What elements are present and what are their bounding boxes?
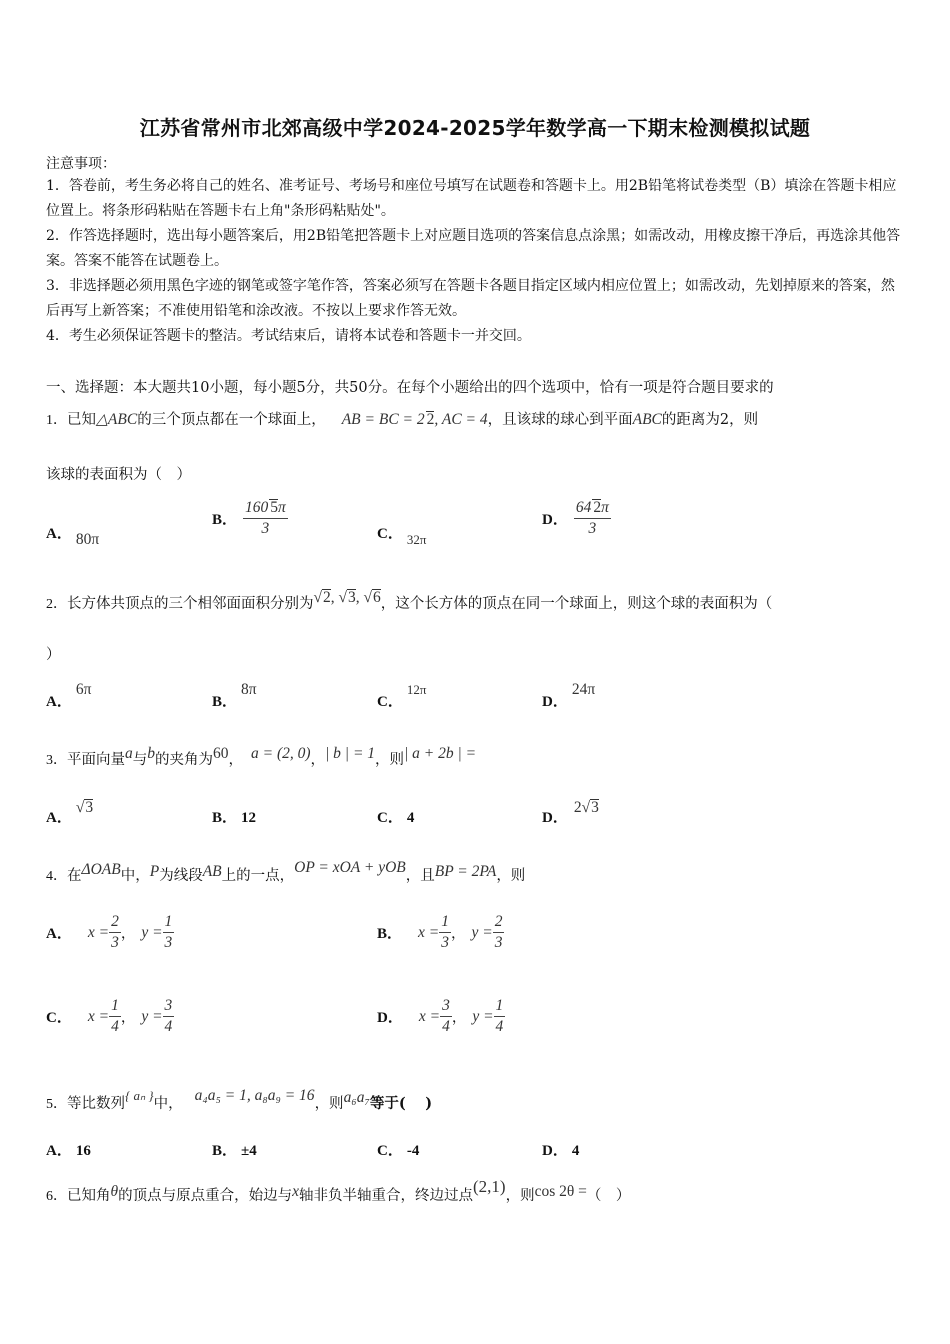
q3-option-a[interactable]: A．√3: [46, 799, 94, 826]
math-expression: P: [149, 863, 160, 880]
math-expression: AB: [202, 863, 222, 880]
math-expression: ABC: [632, 411, 662, 428]
math-expression: b: [147, 745, 155, 762]
question-text: 中，: [120, 868, 150, 884]
math-expression: BP = 2PA: [434, 863, 497, 880]
question-text: 平面向量: [67, 752, 125, 768]
math-expression: a₆a₇: [343, 1089, 370, 1106]
math-expression: OP = xOA + yOB: [294, 859, 406, 876]
math-expression: a: [125, 745, 133, 762]
math-expression: cos 2θ =: [534, 1183, 587, 1200]
notice-item-4: 4．考生必须保证答题卡的整洁。考试结束后，请将本试卷和答题卡一并交回。: [46, 328, 531, 344]
q2-option-c[interactable]: C．12π: [377, 682, 427, 710]
question-1-continued: 该球的表面积为（ ）: [46, 467, 191, 483]
question-text: ，: [228, 752, 243, 768]
notice-item-3: 3．非选择题必须用黑色字迹的钢笔或签字笔作答，答案必须写在答题卡各题目指定区域内相应位置上；如需改动，先划掉原来的答案，然后再写上新答案；不准使用铅笔和涂改液。不按以上要求作答无效。: [46, 278, 895, 319]
question-number: 2．: [46, 597, 67, 612]
q2-option-a[interactable]: A．6π: [46, 681, 92, 710]
math-expression: AB = BC = 2 2, AC = 4: [341, 411, 488, 428]
math-expression: θ: [110, 1183, 119, 1200]
math-expression: | b | = 1: [325, 745, 376, 762]
math-expression: a₄a₅ = 1, a₈a₉ = 16: [194, 1087, 315, 1104]
question-text: 在: [67, 868, 82, 884]
question-text: 中，: [153, 1096, 183, 1112]
question-number: 4．: [46, 869, 67, 884]
math-expression: | a + 2b | =: [404, 745, 477, 762]
q1-option-b[interactable]: B． $\frac{160 5\pi}{3}$: [212, 499, 286, 537]
question-text: 与: [132, 752, 148, 768]
question-3: [46, 745, 477, 769]
question-text: ，且: [405, 868, 435, 884]
q3-option-b[interactable]: B． 12: [212, 810, 257, 826]
question-text: ，则: [314, 1096, 344, 1112]
section-heading: 一、选择题：本大题共10小题，每小题5分，共50分。在每个小题给出的四个选项中，恰有一项是符合题目要求的: [46, 380, 774, 396]
question-text: 的三个顶点都在一个球面上，: [137, 412, 326, 428]
question-text: 上的一点，: [221, 868, 295, 884]
question-2: [46, 589, 773, 613]
question-text: 已知: [67, 412, 96, 428]
question-text: 为线段: [159, 868, 203, 884]
question-text: ，则: [496, 868, 526, 884]
question-text: 长方体共顶点的三个相邻面面积分别为: [67, 596, 314, 612]
q5-option-a[interactable]: A． 16: [46, 1143, 91, 1159]
q5-option-b[interactable]: B． ±4: [212, 1143, 257, 1159]
question-text: 等比数列: [67, 1096, 125, 1112]
q2-option-b[interactable]: B．8π: [212, 681, 257, 710]
sqrt-symbol: 2: [426, 411, 435, 428]
q3-option-c[interactable]: C． 4: [377, 810, 415, 826]
question-text: 的距离为2，则: [661, 412, 759, 428]
question-text: 轴非负半轴重合，终边过点: [299, 1188, 474, 1204]
q4-option-a[interactable]: A． x = $\frac{2}{3}$ ， y = $\frac{1}{3}$: [46, 913, 173, 951]
q4-option-b[interactable]: B． x = $\frac{1}{3}$ ， y = $\frac{2}{3}$: [377, 913, 503, 951]
q3-option-d[interactable]: D．2√3: [542, 799, 599, 826]
math-expression: √2, √3, √6: [313, 589, 381, 606]
question-6: [46, 1177, 631, 1205]
question-text: 的顶点与原点重合，始边与: [118, 1188, 293, 1204]
question-text: ，则: [375, 752, 405, 768]
math-expression: a = (2, 0): [251, 745, 311, 762]
question-text: 已知角: [67, 1188, 111, 1204]
question-number: 5．: [46, 1097, 67, 1112]
q5-option-c[interactable]: C． -4: [377, 1143, 420, 1159]
notice-item-1: 1．答卷前，考生务必将自己的姓名、准考证号、考场号和座位号填写在试题卷和答题卡上。用2B铅笔将试卷类型（B）填涂在答题卡相应位置上。将条形码粘贴在答题卡右上角"条形码粘贴处"。: [46, 178, 897, 219]
q1-option-c[interactable]: C． 32π: [377, 526, 427, 547]
math-expression: △ABC: [96, 411, 138, 428]
notice-heading: 注意事项：: [46, 156, 116, 172]
question-number: 1．: [46, 413, 67, 428]
q4-option-d[interactable]: D． x = $\frac{3}{4}$ ， y = $\frac{1}{4}$: [377, 997, 504, 1035]
question-2-continued: ）: [46, 647, 61, 663]
question-4: [46, 859, 526, 885]
q1-option-d[interactable]: D． $\frac{64 2\pi}{3}$: [542, 499, 609, 537]
q5-option-d[interactable]: D． 4: [542, 1143, 580, 1159]
question-text: （ ）: [586, 1188, 631, 1204]
notice-item-2: 2．作答选择题时，选出每小题答案后，用2B铅笔把答题卡上对应题目选项的答案信息点涂黑；如需改动，用橡皮擦干净后，再选涂其他答案。答案不能答在试题卷上。: [46, 228, 901, 269]
page-title: 江苏省常州市北郊高级中学2024-2025学年数学高一下期末检测模拟试题: [139, 116, 811, 140]
math-expression: ΔOAB: [81, 861, 121, 878]
question-text: ，: [310, 752, 326, 768]
math-expression: (2,1): [473, 1177, 506, 1196]
question-text: ，这个长方体的顶点在同一个球面上，则这个球的表面积为（: [380, 596, 773, 612]
question-text: ，则: [505, 1188, 535, 1204]
question-text: ，且该球的球心到平面: [487, 412, 633, 428]
math-expression: 60: [213, 745, 229, 762]
question-number: 6．: [46, 1189, 67, 1204]
question-5: [46, 1087, 433, 1113]
q1-option-a[interactable]: A． 80π: [46, 526, 100, 548]
math-expression: { aₙ }: [125, 1088, 154, 1103]
question-text: 的夹角为: [155, 752, 213, 768]
question-number: 3．: [46, 753, 67, 768]
question-text: 等于( ): [369, 1095, 433, 1112]
q2-option-d[interactable]: D．24π: [542, 681, 596, 710]
q4-option-c[interactable]: C． x = $\frac{1}{4}$ ， y = $\frac{3}{4}$: [46, 997, 173, 1035]
question-1: [46, 408, 758, 429]
math-expression: x: [292, 1183, 300, 1200]
